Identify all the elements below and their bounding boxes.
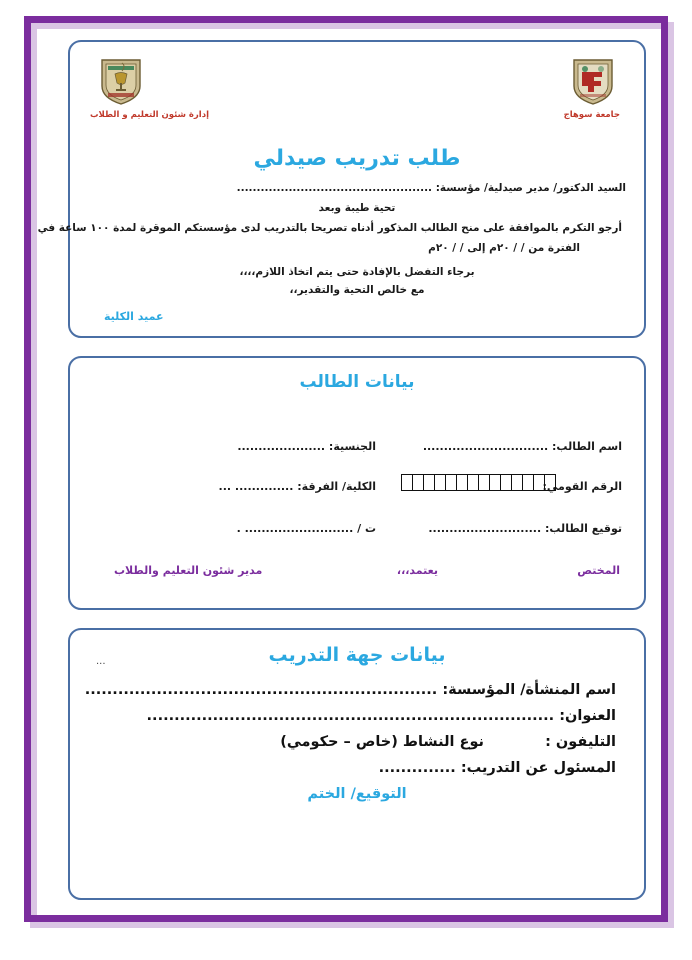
specialist-label: المختص [577,564,620,577]
page-title: طلب تدريب صيدلي [253,146,461,171]
addressee-line: السيد الدكتور/ مدير صيدلية/ مؤسسة: ................................................. [236,182,626,194]
student-section-title: بيانات الطالب [299,372,415,392]
education-affairs-label: إدارة شئون التعليم و الطلاب [90,110,209,120]
student-signature-value[interactable]: ........................... [428,522,542,535]
request-paragraph: أرجو التكرم بالموافقة على منح الطالب المذكور أدناه تصريحا بالتدريب لدى مؤسستكم الموقرة لمدة ١٠٠ ساعة في [37,222,622,234]
student-phone-value[interactable]: .......................... . [236,522,354,535]
student-name-value[interactable]: .............................. [422,440,549,453]
national-id-boxes[interactable] [402,474,556,491]
training-responsible-field [379,760,616,776]
corner-mark: ... [96,656,106,667]
training-period-line: الفترة من / / ٢٠م إلى / / ٢٠م [428,242,580,254]
greeting-line: تحية طيبة وبعد [318,202,396,214]
student-name-field [423,440,622,453]
nationality-label: الجنسية: [328,440,376,453]
facility-address-label: العنوان: [559,708,616,724]
approved-label: يعتمد،،، [396,564,438,577]
student-signature-label: توقيع الطالب: [545,522,622,535]
training-responsible-label: المسئول عن التدريب: [460,760,616,776]
facility-name-field [84,682,616,698]
student-phone-field [237,522,376,535]
facility-phone-label: التليفون : [545,734,616,750]
student-data-card [68,356,646,610]
training-responsible-value[interactable]: .............. [378,760,456,776]
education-affairs-director-label: مدير شئون التعليم والطلاب [114,564,263,577]
signature-seal-label: التوقيع/ الختم [307,786,407,802]
facility-address-value[interactable]: .......................................................................... [146,708,555,724]
dean-signature-label: عميد الكلية [104,310,164,323]
request-section-card [37,40,646,338]
nationality-value[interactable]: ..................... [237,440,326,453]
closing-line-2: مع خالص التحية والتقدير،، [289,284,425,296]
faculty-year-label: الكلية/ الفرقة: [297,480,376,493]
national-id-label: الرقم القومي: [542,480,622,493]
document-body [37,28,652,912]
facility-name-label: اسم المنشأة/ المؤسسة: [442,682,616,698]
faculty-year-field [219,480,376,493]
training-center-card [68,628,646,900]
closing-line-1: برجاء التفضل بالإفادة حتى يتم اتخاذ اللازم،،،، [239,266,475,278]
student-name-label: اسم الطالب: [552,440,622,453]
letterhead [84,56,630,142]
student-signature-field [428,522,622,535]
national-id-digit-cell[interactable] [544,474,556,491]
sohag-university-emblem-icon [570,56,616,106]
faculty-of-pharmacy-emblem-icon [98,56,144,106]
faculty-year-value[interactable]: .............. ... [218,480,294,493]
activity-type-label: نوع النشاط (خاص – حكومي) [280,734,484,750]
nationality-field [237,440,376,453]
facility-name-value[interactable]: ................................................................ [84,682,438,698]
student-phone-label: ت / [357,522,376,535]
approval-row [90,564,624,584]
training-center-section-title: بيانات جهة التدريب [268,644,446,666]
facility-address-field [94,708,616,724]
university-label: جامعة سوهاج [563,110,620,120]
